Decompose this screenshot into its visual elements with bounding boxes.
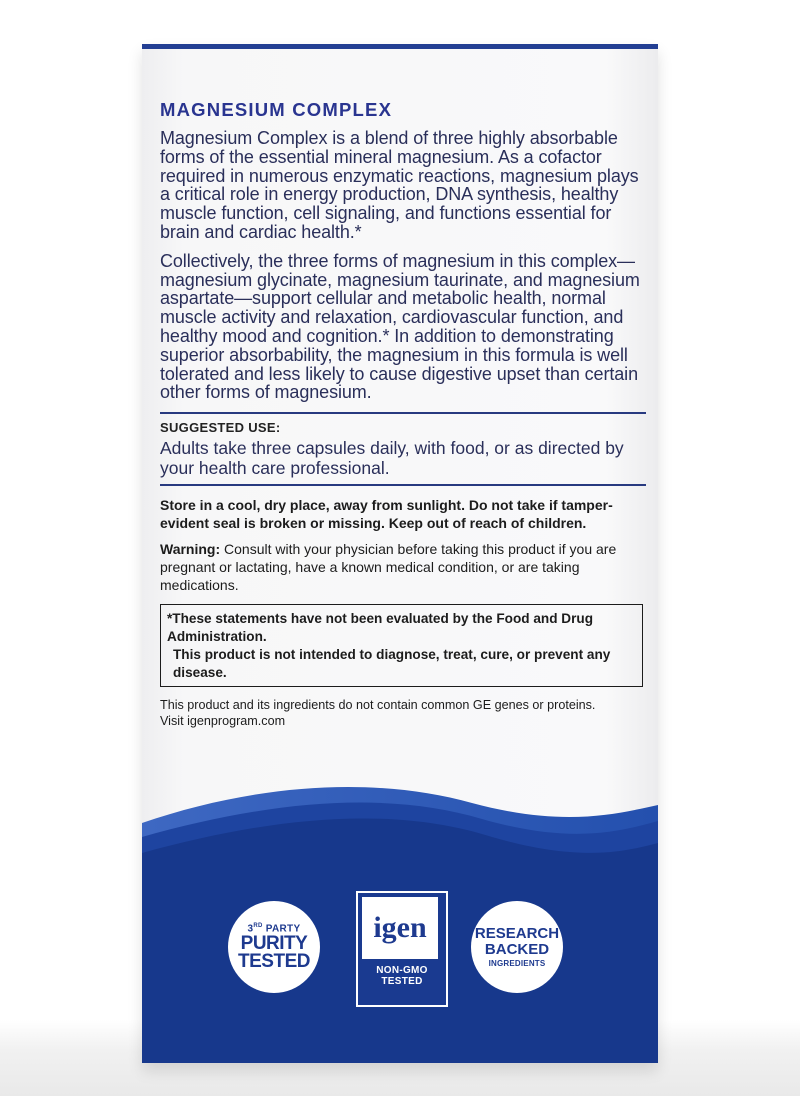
igen-logo: igen	[362, 897, 438, 959]
research-text: RESEARCH	[474, 925, 560, 942]
backed-text: BACKED	[484, 941, 550, 958]
website-text: Visit igenprogram.com	[160, 714, 286, 729]
divider	[160, 412, 646, 414]
fda-disclaimer-box	[160, 604, 643, 687]
warning-body: Consult with your physician before taking this product if you are pregnant or lactating, have a known medical condition, or are taking medications.	[160, 541, 617, 594]
suggested-use-text: Adults take three capsules daily, with food, or as directed by your health care professional.	[160, 438, 624, 479]
gmo-statement: This product and its ingredients do not contain common GE genes or proteins.	[160, 698, 596, 713]
suggested-use-heading: SUGGESTED USE:	[160, 420, 281, 436]
warning-text	[160, 540, 646, 594]
fda-line-1: *These statements have not been evaluated by the Food and Drug Administration.	[167, 611, 594, 645]
purity-tested-badge	[228, 901, 320, 993]
purity-text: PURITY	[240, 932, 308, 954]
product-title: MAGNESIUM COMPLEX	[160, 99, 393, 120]
tested-text: TESTED	[238, 950, 310, 972]
third-party-text: 3RD PARTY	[247, 923, 301, 935]
non-gmo-label: NON-GMO TESTED	[376, 965, 428, 987]
description-paragraph-1: Magnesium Complex is a blend of three highly absorbable forms of the essential mineral magnesium. As a cofactor required in numerous enzymatic reactions, magnesium plays a critical role in energy production, DNA synthesis, healthy muscle function, cell signaling, and functions essential for brain and cardiac health.*	[160, 128, 639, 242]
warning-label: Warning:	[160, 541, 221, 558]
research-backed-badge	[471, 901, 563, 993]
ingredients-text: INGREDIENTS	[488, 959, 546, 968]
storage-instructions: Store in a cool, dry place, away from sunlight. Do not take if tamper-evident seal is broken or missing. Keep out of reach of children.	[160, 497, 613, 532]
fda-line-2: This product is not intended to diagnose, treat, cure, or prevent any disease.	[173, 647, 611, 681]
igen-non-gmo-badge	[356, 891, 448, 1007]
product-box-panel	[142, 44, 658, 1063]
description-paragraph-2: Collectively, the three forms of magnesium in this complex—magnesium glycinate, magnesium taurinate, and magnesium aspartate—support cellular and metabolic health, normal muscle activity and relaxation, cardiovascular function, and healthy mood and cognition.* In addition to demonstrating superior absorbability, the magnesium in this formula is well tolerated and less likely to cause digestive upset than certain other forms of magnesium.	[160, 250, 640, 403]
divider	[160, 484, 646, 486]
panel-text	[160, 99, 646, 729]
